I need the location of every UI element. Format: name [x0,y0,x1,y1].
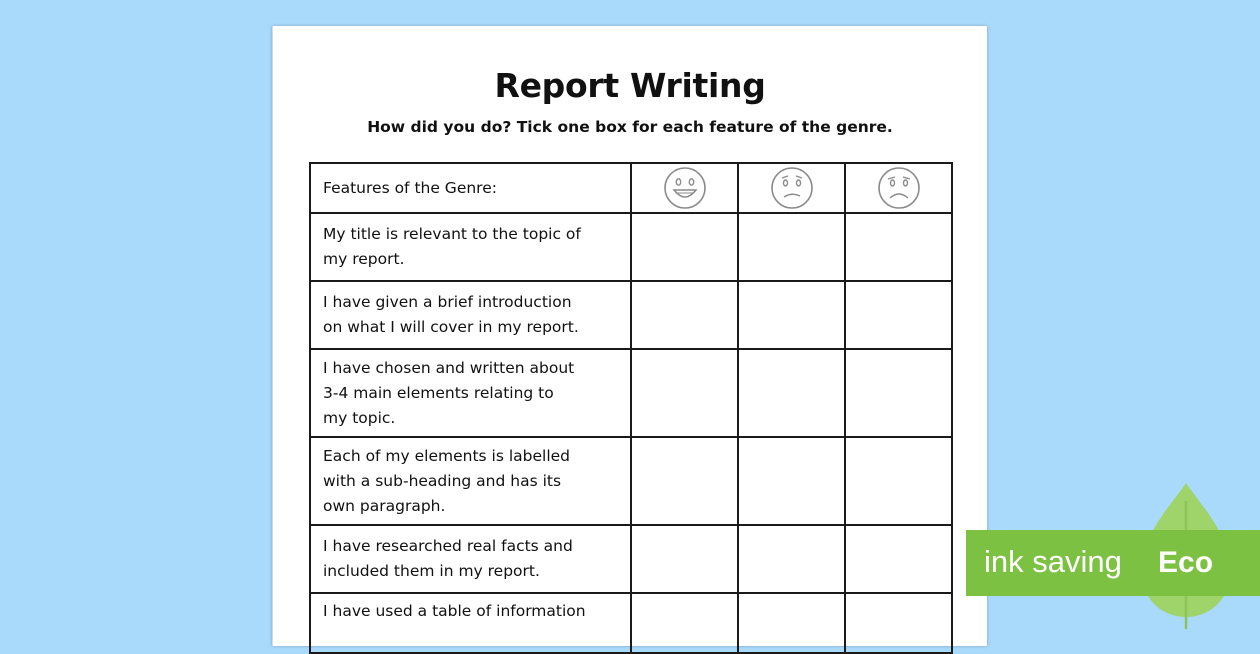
tick-box-unsure[interactable] [738,593,845,653]
tick-box-unsure[interactable] [738,213,845,281]
tick-box-happy[interactable] [631,213,738,281]
table-row [310,593,952,653]
tick-box-unsure[interactable] [738,281,845,349]
tick-box-sad[interactable] [845,593,952,653]
table-row [310,437,952,525]
table-row [310,281,952,349]
self-assessment-table [309,162,953,654]
table-row [310,525,952,593]
table-header-row [310,163,952,213]
tick-box-sad[interactable] [845,213,952,281]
tick-box-sad[interactable] [845,281,952,349]
worksheet-page [272,26,987,646]
header-label: Features of the Genre: [310,163,631,213]
tick-box-happy[interactable] [631,281,738,349]
tick-box-sad[interactable] [845,437,952,525]
table-row [310,349,952,437]
tick-box-happy[interactable] [631,437,738,525]
feature-text: My title is relevant to the topic of my report. [310,213,631,281]
header-happy-cell [631,163,738,213]
page-subtitle: How did you do? Tick one box for each feature of the genre. [367,118,893,136]
feature-text: I have given a brief introduction on what I will cover in my report. [310,281,631,349]
happy-face-icon [663,166,707,210]
tick-box-unsure[interactable] [738,525,845,593]
header-sad-cell [845,163,952,213]
feature-text: Each of my elements is labelled with a sub-heading and has its own paragraph. [310,437,631,525]
tick-box-sad[interactable] [845,525,952,593]
tick-box-happy[interactable] [631,349,738,437]
unsure-face-icon [770,166,814,210]
tick-box-happy[interactable] [631,525,738,593]
tick-box-sad[interactable] [845,349,952,437]
page-title: Report Writing [494,66,766,105]
table-row [310,213,952,281]
sad-face-icon [877,166,921,210]
tick-box-unsure[interactable] [738,437,845,525]
feature-text: I have researched real facts and included them in my report. [310,525,631,593]
tick-box-happy[interactable] [631,593,738,653]
feature-text: I have used a table of information [310,593,631,653]
feature-text: I have chosen and written about 3-4 main elements relating to my topic. [310,349,631,437]
eco-label: Eco [1158,546,1214,579]
header-unsure-cell [738,163,845,213]
ink-saving-label: ink saving [984,544,1122,579]
tick-box-unsure[interactable] [738,349,845,437]
